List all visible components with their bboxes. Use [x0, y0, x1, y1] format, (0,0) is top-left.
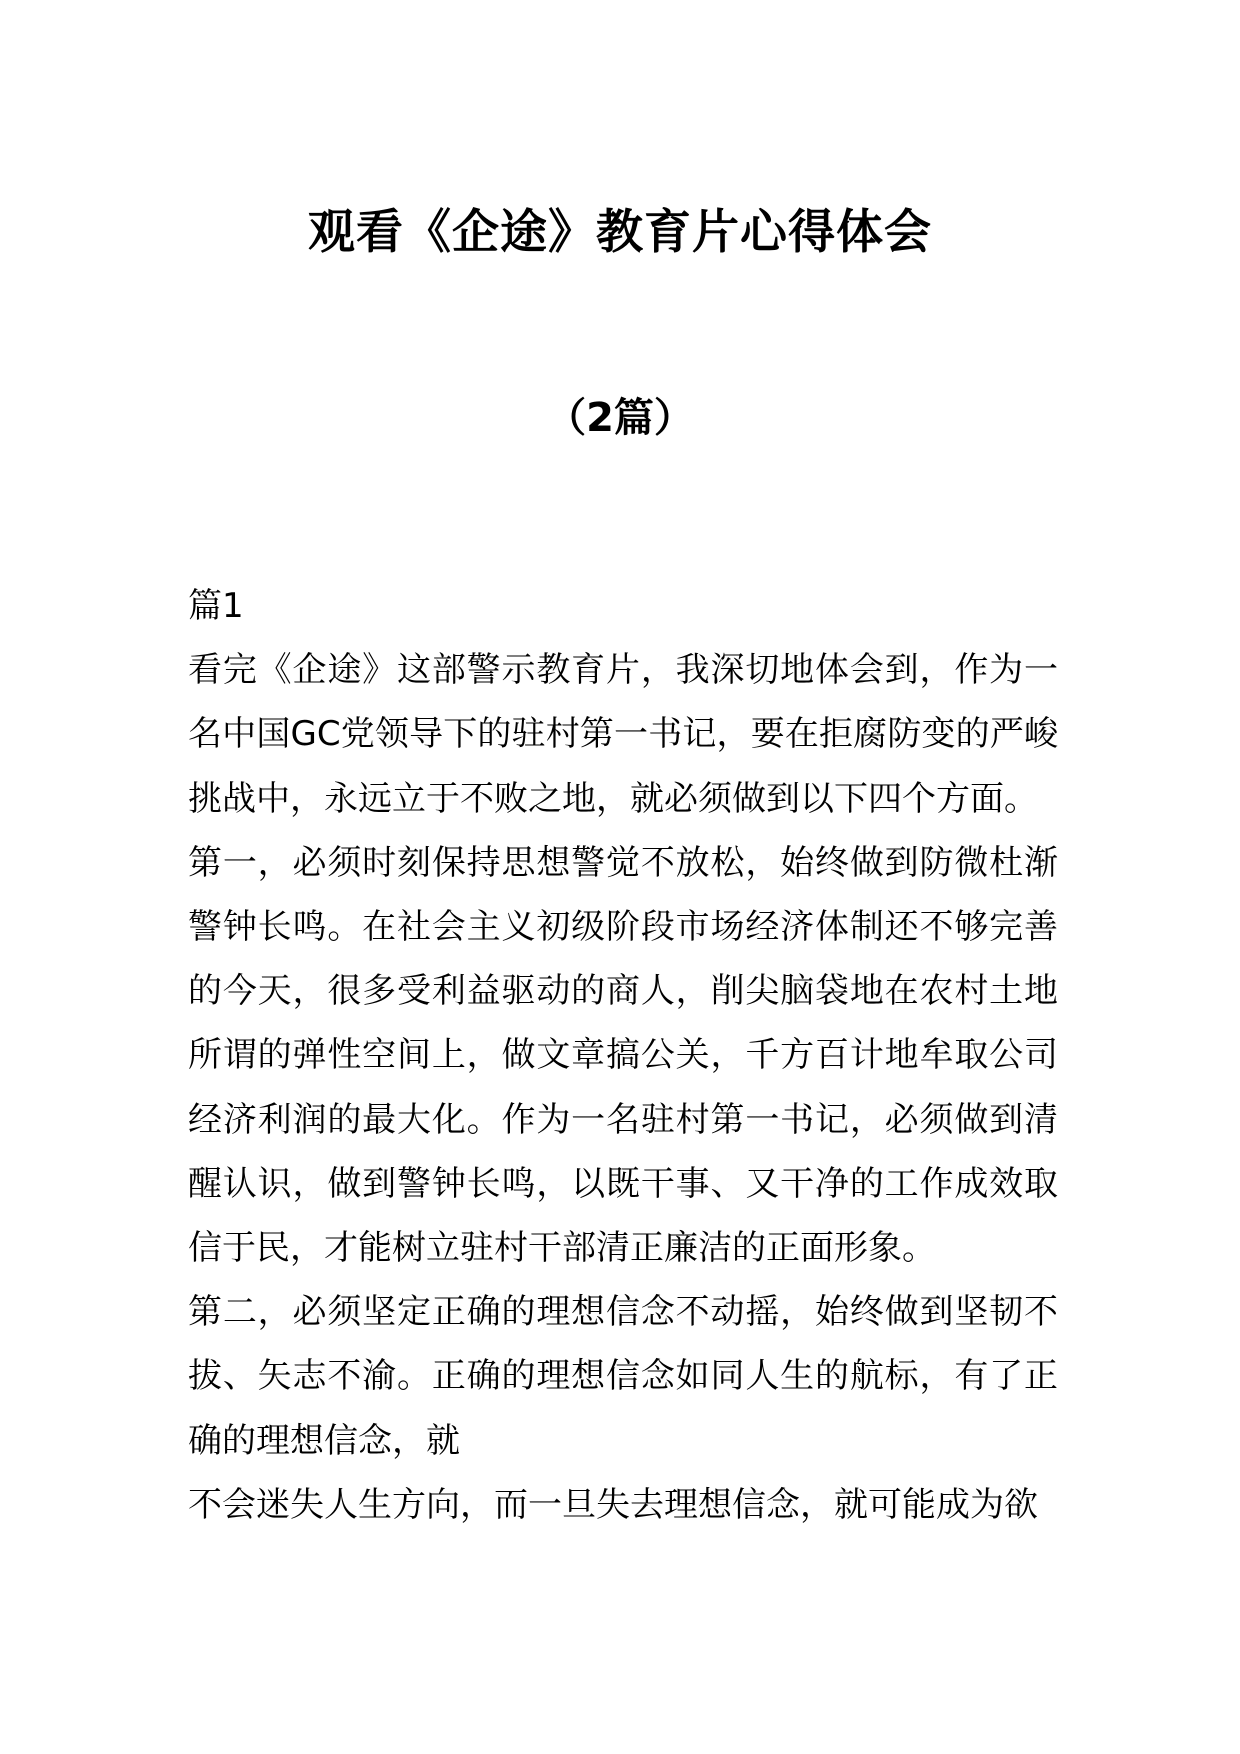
document-title: 观看《企途》教育片心得体会 [308, 205, 932, 260]
body-paragraph: 不会迷失人生方向，而一旦失去理想信念，就可能成为欲 [188, 1484, 1038, 1525]
body-paragraph: 第二，必须坚定正确的理想信念不动摇，始终做到坚韧不拔、矢志不渝。正确的理想信念如同人生的航标，有了正确的理想信念，就 [188, 1292, 1058, 1461]
document-subtitle: （2篇） [546, 395, 694, 441]
document-body [188, 574, 1058, 1537]
body-paragraph: 看完《企途》这部警示教育片，我深切地体会到，作为一名中国GC党领导下的驻村第一书记，要在拒腐防变的严峻挑战中，永远立于不败之地，就必须做到以下四个方面。 [188, 650, 1058, 819]
section-heading: 篇1 [188, 586, 244, 626]
body-paragraph: 第一，必须时刻保持思想警觉不放松，始终做到防微杜渐警钟长鸣。在社会主义初级阶段市场经济体制还不够完善的今天，很多受利益驱动的商人，削尖脑袋地在农村土地所谓的弹性空间上，做文章搞公关，千方百计地牟取公司经济利润的最大化。作为一名驻村第一书记，必须做到清醒认识，做到警钟长鸣，以既干事、又干净的工作成效取信于民，才能树立驻村干部清正廉洁的正面形象。 [188, 842, 1058, 1269]
